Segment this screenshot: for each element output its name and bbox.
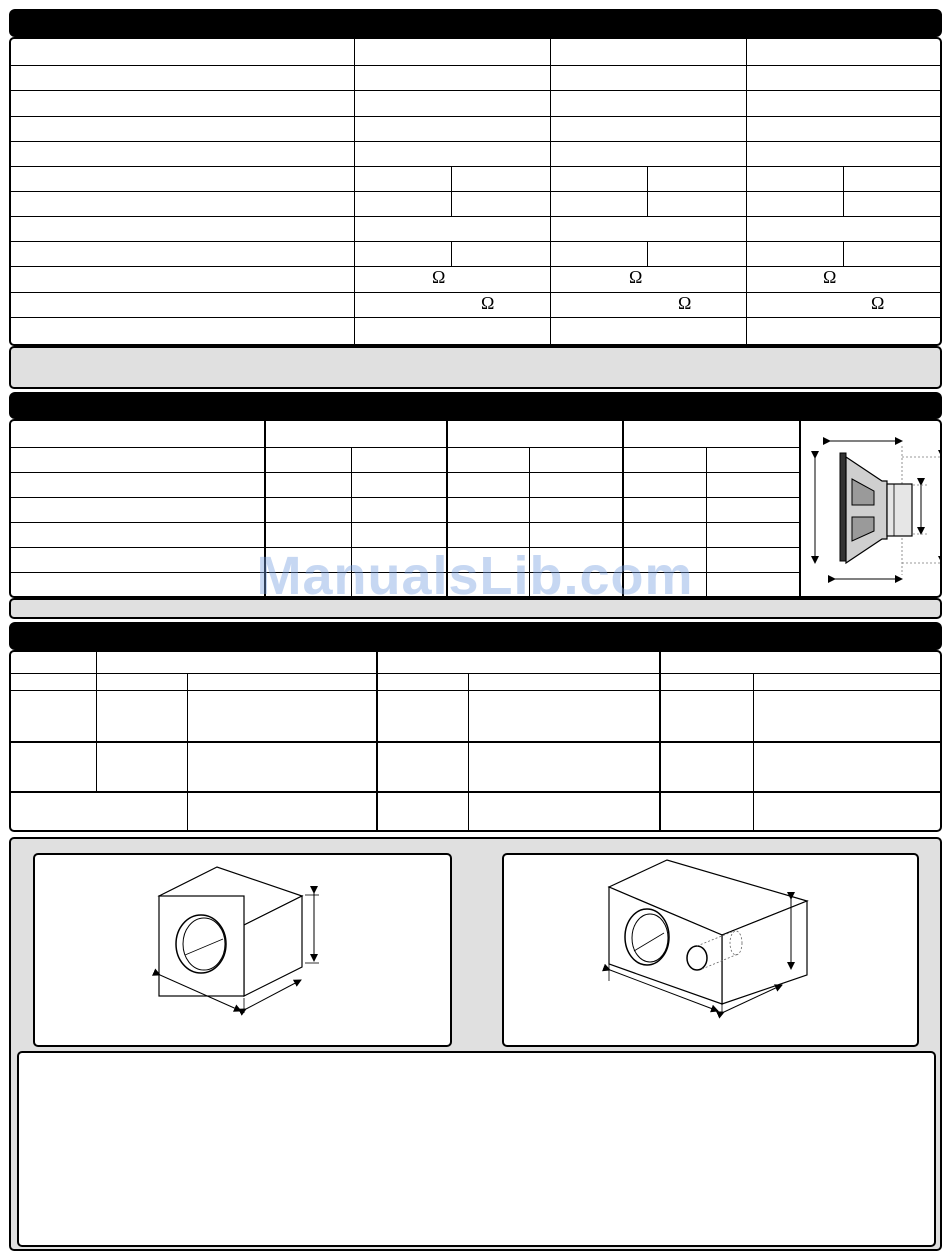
ohm-symbol: Ω bbox=[629, 267, 643, 287]
table-row bbox=[11, 522, 800, 523]
ohm-symbol: Ω bbox=[678, 293, 692, 313]
enclosures-table bbox=[9, 650, 942, 832]
table-row bbox=[11, 266, 942, 267]
column-divider bbox=[753, 673, 754, 832]
subcolumn-divider bbox=[351, 447, 352, 598]
table-row bbox=[11, 572, 800, 573]
table-row bbox=[11, 90, 942, 91]
watermark: ManualsLib.com bbox=[256, 546, 694, 606]
table-row bbox=[11, 141, 942, 142]
sealed-box-diagram bbox=[35, 855, 450, 1045]
specifications-header-bar bbox=[9, 9, 942, 37]
table-row bbox=[11, 116, 942, 117]
column-divider bbox=[659, 652, 661, 832]
column-divider bbox=[376, 652, 378, 832]
table-row bbox=[11, 497, 800, 498]
column-divider bbox=[187, 673, 188, 832]
table-row bbox=[11, 447, 800, 448]
table-row bbox=[11, 673, 942, 674]
table-row bbox=[11, 472, 800, 473]
column-divider bbox=[468, 673, 469, 832]
subcolumn-divider bbox=[647, 241, 648, 267]
dimensions-table bbox=[9, 419, 942, 598]
table-row bbox=[11, 791, 942, 793]
dimensions-header-bar bbox=[9, 392, 942, 419]
subcolumn-divider bbox=[647, 166, 648, 217]
table-row bbox=[11, 547, 800, 548]
column-divider bbox=[746, 39, 747, 346]
table-row bbox=[11, 166, 942, 167]
table-row bbox=[11, 317, 942, 318]
enclosures-header-bar bbox=[9, 622, 942, 650]
subcolumn-divider bbox=[451, 166, 452, 217]
table-row bbox=[11, 741, 942, 743]
column-divider bbox=[354, 39, 355, 346]
ohm-symbol: Ω bbox=[871, 293, 885, 313]
column-divider bbox=[264, 421, 266, 598]
table-row bbox=[11, 65, 942, 66]
column-divider bbox=[550, 39, 551, 346]
specifications-notes-panel bbox=[9, 346, 942, 389]
subcolumn-divider bbox=[529, 447, 530, 598]
sealed-box-figure bbox=[33, 853, 452, 1047]
ohm-symbol: Ω bbox=[823, 267, 837, 287]
ohm-symbol: Ω bbox=[481, 293, 495, 313]
table-row bbox=[11, 690, 942, 691]
subcolumn-divider bbox=[843, 166, 844, 217]
column-divider bbox=[799, 421, 801, 598]
subcolumn-divider bbox=[706, 447, 707, 598]
ported-box-figure bbox=[502, 853, 919, 1047]
column-divider bbox=[622, 421, 624, 598]
table-row bbox=[11, 241, 942, 242]
enclosure-notes-box bbox=[17, 1051, 936, 1247]
enclosure-diagrams-panel bbox=[9, 837, 942, 1251]
column-divider bbox=[96, 652, 97, 792]
specifications-table bbox=[9, 37, 942, 346]
subcolumn-divider bbox=[843, 241, 844, 267]
table-row bbox=[11, 216, 942, 217]
speaker-side-view-diagram bbox=[802, 421, 942, 598]
table-row bbox=[11, 292, 942, 293]
table-row bbox=[11, 191, 942, 192]
ohm-symbol: Ω bbox=[432, 267, 446, 287]
column-divider bbox=[446, 421, 448, 598]
ported-box-diagram bbox=[504, 855, 917, 1045]
subcolumn-divider bbox=[451, 241, 452, 267]
dimensions-notes-panel bbox=[9, 598, 942, 619]
